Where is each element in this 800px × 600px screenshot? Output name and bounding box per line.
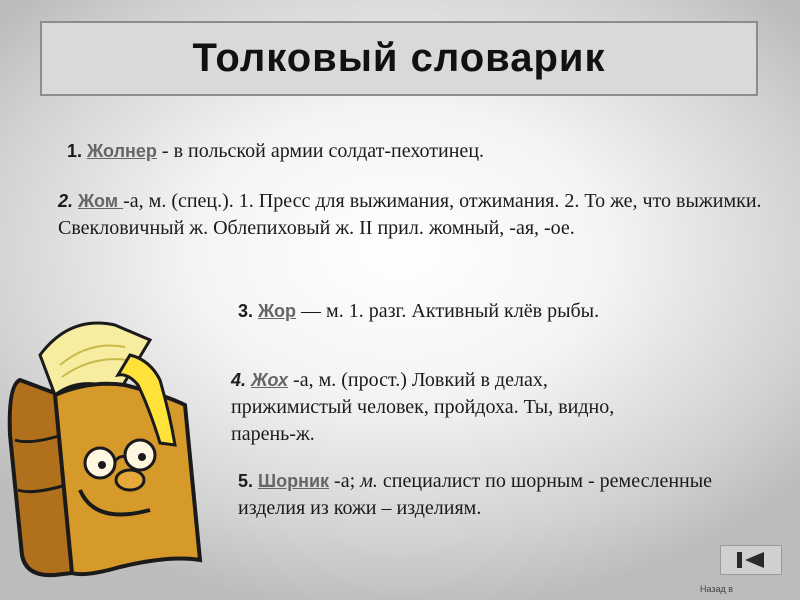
entry-5 xyxy=(238,468,758,522)
entry-definition: -а, м. (спец.). 1. Пресс для выжимания, отжимания. 2. То же, что выжимки. Свекловичный ж. Облепиховый ж. II прил. жомный, -ая, -ое. xyxy=(58,190,762,239)
entry-word-link[interactable]: Жолнер xyxy=(87,141,157,161)
entry-definition-part: -а; xyxy=(329,470,361,492)
entry-word-link[interactable]: Жом xyxy=(78,191,124,211)
entry-number: 4. xyxy=(231,370,247,390)
entry-definition: -а, м. (прост.) Ловкий в делах, прижимистый человек, пройдоха. Ты, видно, парень-ж. xyxy=(231,369,615,445)
back-to-start-button[interactable] xyxy=(720,545,782,575)
entry-word-link[interactable]: Жор xyxy=(258,301,297,321)
entry-4 xyxy=(231,367,671,448)
entry-1 xyxy=(67,138,484,165)
entry-word-link[interactable]: Жох xyxy=(251,370,289,390)
book-nose xyxy=(116,470,144,490)
entry-definition-gender: м. xyxy=(360,470,378,492)
skip-back-icon xyxy=(734,550,768,570)
entry-2 xyxy=(58,188,773,242)
entry-number: 3. xyxy=(238,301,254,321)
entry-definition-part: специалист по шорным - ремесленные изделия из кожи – изделиям. xyxy=(238,470,713,519)
entry-word-link[interactable]: Шорник xyxy=(258,471,330,491)
back-label: Назад в xyxy=(700,584,734,594)
entry-definition: — м. 1. разг. Активный клёв рыбы. xyxy=(296,300,600,322)
book-character-illustration xyxy=(0,285,225,585)
entry-definition: - в польской армии солдат-пехотинец. xyxy=(161,140,485,162)
entry-number: 2. xyxy=(58,191,74,211)
title-box xyxy=(40,21,758,96)
entry-number: 1. xyxy=(67,141,83,161)
entry-3 xyxy=(238,298,658,325)
entry-number: 5. xyxy=(238,471,254,491)
page-title: Толковый словарик xyxy=(192,36,606,80)
